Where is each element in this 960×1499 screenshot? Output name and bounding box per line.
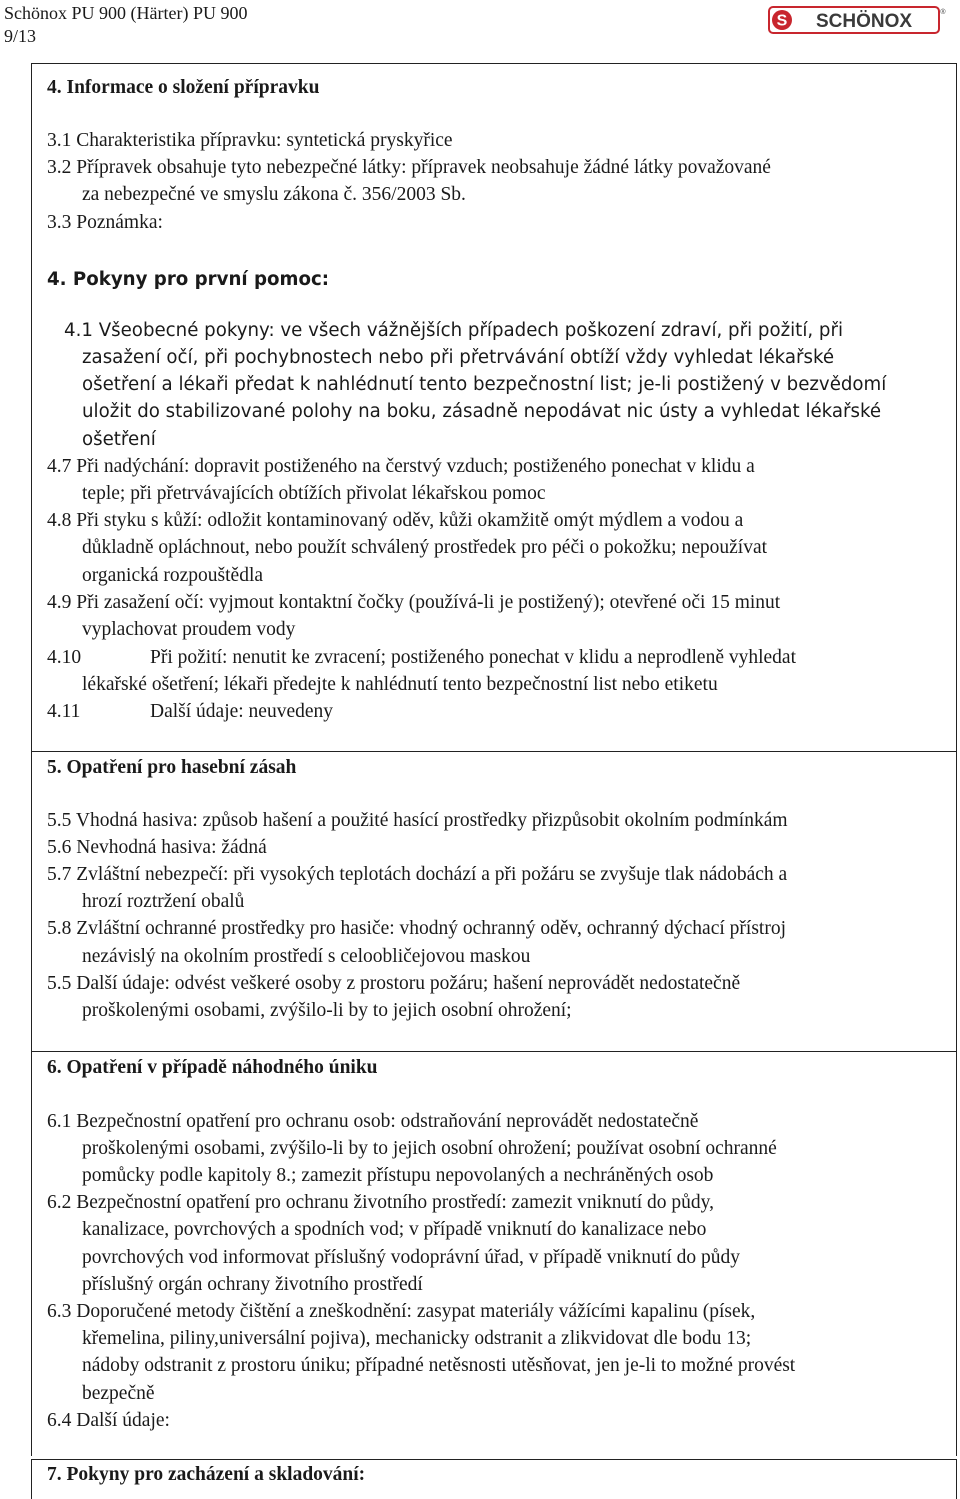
first-aid-line: důkladně opláchnout, nebo použít schválený prostředek pro péči o pokožku; nepoužívat	[82, 537, 768, 558]
section-6-line: kanalizace, povrchových a spodních vod; v případě vniknutí do kanalizace nebo	[82, 1219, 707, 1240]
section-6-title: 6. Opatření v případě náhodného úniku	[47, 1057, 378, 1078]
section-6-line: příslušný orgán ochrany životního prostředí	[82, 1274, 423, 1295]
first-aid-line: organická rozpouštědla	[82, 565, 264, 586]
section-5-line: hrozí roztržení obalů	[82, 891, 245, 912]
first-aid-line: 4.1 Všeobecné pokyny: ve všech vážnějších případech poškození zdraví, při požití, při	[64, 320, 844, 341]
section-6-line: pomůcky podle kapitoly 8.; zamezit přístupu nepovolaných a nechráněných osob	[82, 1165, 714, 1186]
first-aid-number: 4.10	[47, 647, 82, 668]
section-6-line: 6.2 Bezpečnostní opatření pro ochranu životního prostředí: zamezit vniknutí do půdy,	[47, 1192, 714, 1213]
section-5-line: 5.5 Další údaje: odvést veškeré osoby z prostoru požáru; hašení neprovádět nedostatečně	[47, 973, 741, 994]
first-aid-line: 4.8 Při styku s kůží: odložit kontaminovaný oděv, kůži okamžitě omýt mýdlem a vodou a	[47, 510, 744, 531]
first-aid-line: lékařské ošetření; lékaři předejte k nahlédnutí tento bezpečnostní list nebo etiketu	[82, 674, 718, 695]
first-aid-line: uložit do stabilizované polohy na boku, zásadně nepodávat nic ústy a vyhledat lékařské	[82, 401, 882, 422]
first-aid-line: zasažení očí, při pochybnostech nebo při přetrvávání obtíží vždy vyhledat lékařské	[82, 347, 835, 368]
first-aid-number: 4.11	[47, 701, 81, 722]
first-aid-line: teple; při přetrvávajících obtížích přivolat lékařskou pomoc	[82, 483, 546, 504]
section-6-line: proškolenými osobami, zvýšilo-li by to jejich osobní ohrožení; používat osobní ochranné	[82, 1138, 777, 1159]
section-6-line: nádoby odstranit z prostoru úniku; případné netěsnosti utěsňovat, jen je-li to možné provést	[82, 1355, 796, 1376]
item-3-2-cont: za nebezpečné ve smyslu zákona č. 356/2003 Sb.	[82, 184, 466, 205]
first-aid-title: 4. Pokyny pro první pomoc:	[47, 269, 329, 290]
item-3-3: 3.3 Poznámka:	[47, 212, 163, 233]
schonox-logo-icon	[768, 6, 948, 34]
section-5-line: 5.5 Vhodná hasiva: způsob hašení a použité hasící prostředky přizpůsobit okolním podmínkám	[47, 810, 788, 831]
section-5-line: proškolenými osobami, zvýšilo-li by to jejich osobní ohrožení;	[82, 1000, 572, 1021]
section-5-line: 5.8 Zvláštní ochranné prostředky pro hasiče: vhodný ochranný oděv, ochranný dýchací přístroj	[47, 918, 786, 939]
section-5-line: 5.6 Nevhodná hasiva: žádná	[47, 837, 267, 858]
section-6-line: povrchových vod informovat příslušný vodoprávní úřad, v případě vniknutí do půdy	[82, 1247, 741, 1268]
schonox-logo	[768, 6, 948, 34]
first-aid-line: 4.9 Při zasažení očí: vyjmout kontaktní čočky (používá-li je postižený); otevřené oči 15 minut	[47, 592, 781, 613]
svg-text:®: ®	[940, 9, 946, 16]
section-5-line: nezávislý na okolním prostředí s celoobličejovou maskou	[82, 946, 531, 967]
section-6-line: křemelina, piliny,universální pojiva), mechanicky odstranit a zlikvidovat dle bodu 13;	[82, 1328, 752, 1349]
section-5-line: 5.7 Zvláštní nebezpečí: při vysokých teplotách dochází a při požáru se zvyšuje tlak nádobách a	[47, 864, 788, 885]
first-aid-line: ošetření a lékaři předat k nahlédnutí tento bezpečnostní list; je-li postižený v bezvědomí	[82, 374, 887, 395]
section-5-title: 5. Opatření pro hasební zásah	[47, 757, 297, 778]
section-4-title: 4. Informace o složení přípravku	[47, 77, 320, 98]
section-6-line: 6.1 Bezpečnostní opatření pro ochranu osob: odstraňování neprovádět nedostatečně	[47, 1111, 699, 1132]
first-aid-line: Další údaje: neuvedeny	[150, 701, 334, 722]
first-aid-line: ošetření	[82, 429, 156, 450]
first-aid-line: vyplachovat proudem vody	[82, 619, 296, 640]
svg-text:SCHÖNOX: SCHÖNOX	[815, 11, 913, 32]
first-aid-line: Při požití: nenutit ke zvracení; postiženého ponechat v klidu a neprodleně vyhledat	[150, 647, 797, 668]
section-6-line: 6.4 Další údaje:	[47, 1410, 170, 1431]
svg-text:S: S	[776, 12, 788, 30]
section-6-line: bezpečně	[82, 1383, 155, 1404]
first-aid-line: 4.7 Při nadýchání: dopravit postiženého na čerstvý vzduch; postiženého ponechat v klidu a	[47, 456, 755, 477]
item-3-2: 3.2 Přípravek obsahuje tyto nebezpečné látky: přípravek neobsahuje žádné látky považované	[47, 157, 771, 178]
document-title: Schönox PU 900 (Härter) PU 900	[4, 3, 248, 23]
document-header	[4, 2, 247, 48]
item-3-1: 3.1 Charakteristika přípravku: syntetická pryskyřice	[47, 130, 453, 151]
page-number: 9/13	[4, 26, 37, 46]
section-6-line: 6.3 Doporučené metody čištění a zneškodnění: zasypat materiály vážícími kapalinu (písek,	[47, 1301, 756, 1322]
section-7-title: 7. Pokyny pro zacházení a skladování:	[47, 1464, 366, 1485]
